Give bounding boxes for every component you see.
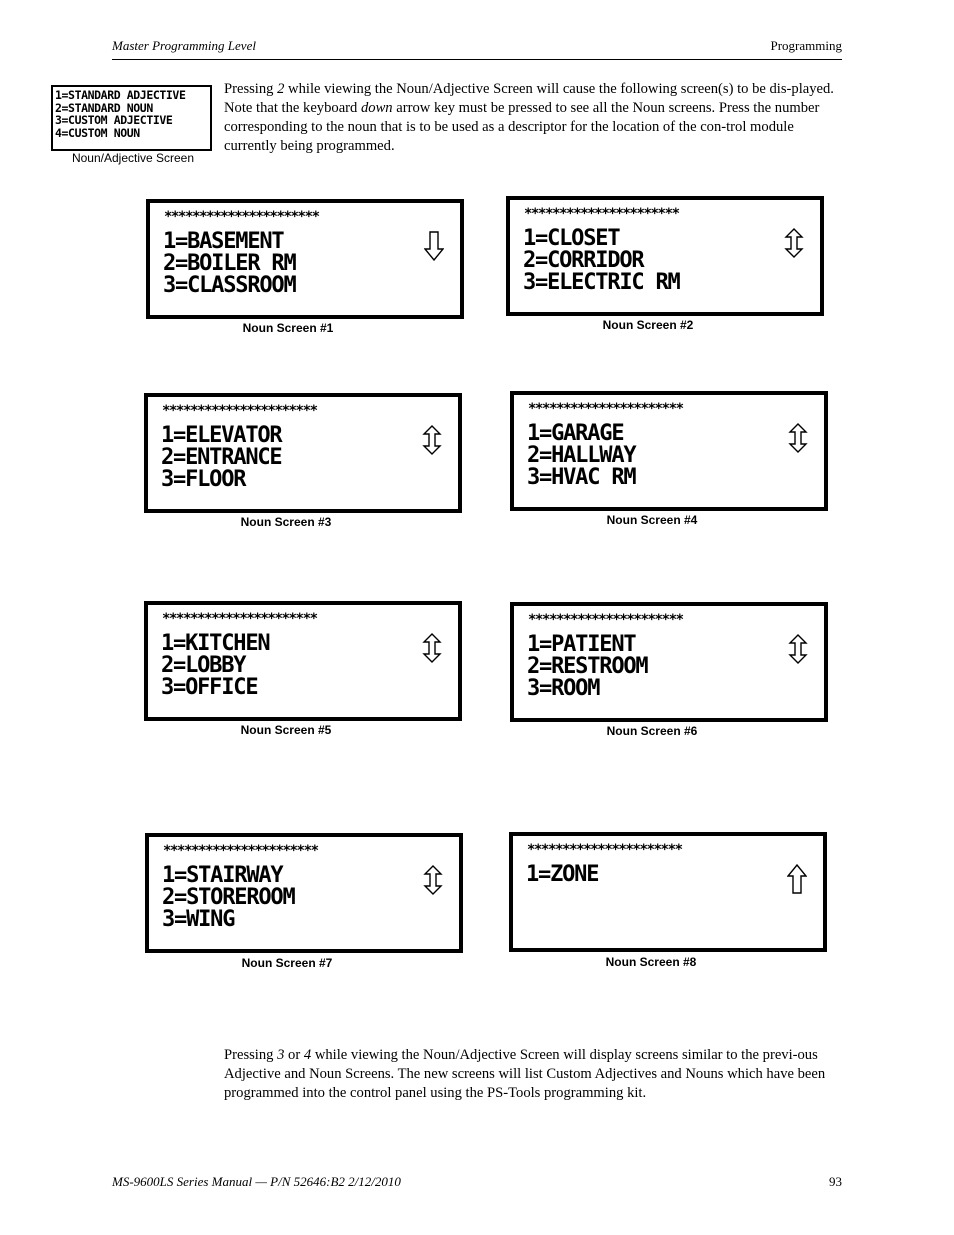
down-arrow-icon: [424, 231, 444, 261]
noun-adjective-line-1: 1=STANDARD ADJECTIVE: [55, 88, 186, 102]
noun-screen-caption-1: Noun Screen #1: [242, 321, 334, 335]
noun-adjective-line-3: 3=CUSTOM ADJECTIVE: [55, 113, 173, 128]
header-section-title: Master Programming Level: [112, 38, 256, 53]
footer-manual-title: MS-9600LS Series Manual — P/N 52646:B2 2/12/2010: [112, 1174, 401, 1189]
intro-paragraph: Pressing 2 while viewing the Noun/Adjective Screen will cause the following screen(s) to be dis-played. Note that the keyboard down arrow key must be pressed to see all the Noun screens. Press the number corresponding to the noun that is to be used as a descriptor for the location of the con-trol module currently being programmed.: [224, 81, 834, 154]
lcd-lines: [161, 425, 281, 491]
noun-adjective-line-2: 2=STANDARD NOUN: [55, 100, 153, 115]
noun-screen-caption-5: Noun Screen #5: [240, 723, 332, 737]
noun-adjective-caption: Noun/Adjective Screen: [71, 151, 195, 165]
lcd-line-2: 2=LOBBY: [161, 653, 246, 678]
noun-screen-3: [144, 393, 462, 513]
lcd-line-2: 2=BOILER RM: [163, 251, 296, 276]
noun-screen-caption-6: Noun Screen #6: [606, 724, 698, 738]
lcd-line-3: 3=ELECTRIC RM: [523, 270, 680, 295]
noun-screen-caption-7: Noun Screen #7: [241, 956, 333, 970]
lcd-lines: [163, 231, 296, 297]
footer-page-number: 93: [829, 1174, 842, 1189]
lcd-line-3: 3=HVAC RM: [527, 465, 636, 490]
lcd-lines: [527, 423, 635, 489]
up-down-arrow-icon: [788, 634, 808, 664]
lcd-line-1: 1=ZONE: [526, 862, 599, 887]
lcd-line-3: 3=OFFICE: [161, 675, 258, 700]
lcd-asterisk-row: **********************: [162, 403, 317, 419]
up-down-arrow-icon: [788, 423, 808, 453]
header-chapter-title: Programming: [770, 38, 842, 53]
noun-screen-8: [509, 832, 827, 952]
header-rule: [112, 59, 842, 60]
lcd-asterisk-row: **********************: [524, 206, 679, 222]
lcd-line-1: 1=CLOSET: [523, 226, 620, 251]
up-arrow-icon: [787, 864, 807, 894]
lcd-line-3: 3=ROOM: [527, 676, 600, 701]
lcd-asterisk-row: **********************: [163, 843, 318, 859]
lcd-line-2: 2=RESTROOM: [527, 654, 648, 679]
lcd-lines: [527, 634, 647, 700]
lcd-line-3: [526, 908, 598, 930]
lcd-lines: [526, 864, 598, 930]
lcd-line-3: 3=WING: [162, 907, 235, 932]
noun-screen-4: [510, 391, 828, 511]
up-down-arrow-icon: [784, 228, 804, 258]
up-down-arrow-icon: [422, 633, 442, 663]
lcd-asterisk-row: **********************: [527, 842, 682, 858]
lcd-line-1: 1=PATIENT: [527, 632, 636, 657]
lcd-line-1: 1=ELEVATOR: [161, 423, 282, 448]
lcd-line-3: 3=CLASSROOM: [163, 273, 296, 298]
noun-screen-6: [510, 602, 828, 722]
lcd-line-1: 1=KITCHEN: [161, 631, 270, 656]
noun-adjective-screen: [51, 85, 212, 151]
lcd-lines: [523, 228, 680, 294]
lcd-lines: [161, 633, 269, 699]
lcd-asterisk-row: **********************: [528, 401, 683, 417]
noun-adjective-line-4: 4=CUSTOM NOUN: [55, 125, 140, 140]
noun-screen-caption-4: Noun Screen #4: [606, 513, 698, 527]
up-down-arrow-icon: [423, 865, 443, 895]
noun-screen-1: [146, 199, 464, 319]
noun-screen-caption-2: Noun Screen #2: [602, 318, 694, 332]
lcd-lines: [162, 865, 295, 931]
noun-screen-caption-8: Noun Screen #8: [605, 955, 697, 969]
lcd-line-2: 2=CORRIDOR: [523, 248, 644, 273]
lcd-line-2: 2=HALLWAY: [527, 443, 636, 468]
lcd-line-2: 2=ENTRANCE: [161, 445, 282, 470]
noun-screen-5: [144, 601, 462, 721]
lcd-line-1: 1=BASEMENT: [163, 229, 284, 254]
lcd-asterisk-row: **********************: [164, 209, 319, 225]
lcd-asterisk-row: **********************: [162, 611, 317, 627]
noun-screen-caption-3: Noun Screen #3: [240, 515, 332, 529]
lcd-line-3: 3=FLOOR: [161, 467, 246, 492]
lcd-line-1: 1=GARAGE: [527, 421, 624, 446]
lcd-line-2: 2=STOREROOM: [162, 885, 295, 910]
lcd-line-2: [526, 886, 598, 908]
outro-paragraph: Pressing 3 or 4 while viewing the Noun/Adjective Screen will display screens similar to the previ-ous Adjective and Noun Screens. The new screens will list Custom Adjectives and Nouns which have been programmed into the control panel using the PS-Tools programming kit.: [224, 1047, 826, 1101]
lcd-line-1: 1=STAIRWAY: [162, 863, 283, 888]
up-down-arrow-icon: [422, 425, 442, 455]
noun-screen-2: [506, 196, 824, 316]
noun-screen-7: [145, 833, 463, 953]
lcd-asterisk-row: **********************: [528, 612, 683, 628]
